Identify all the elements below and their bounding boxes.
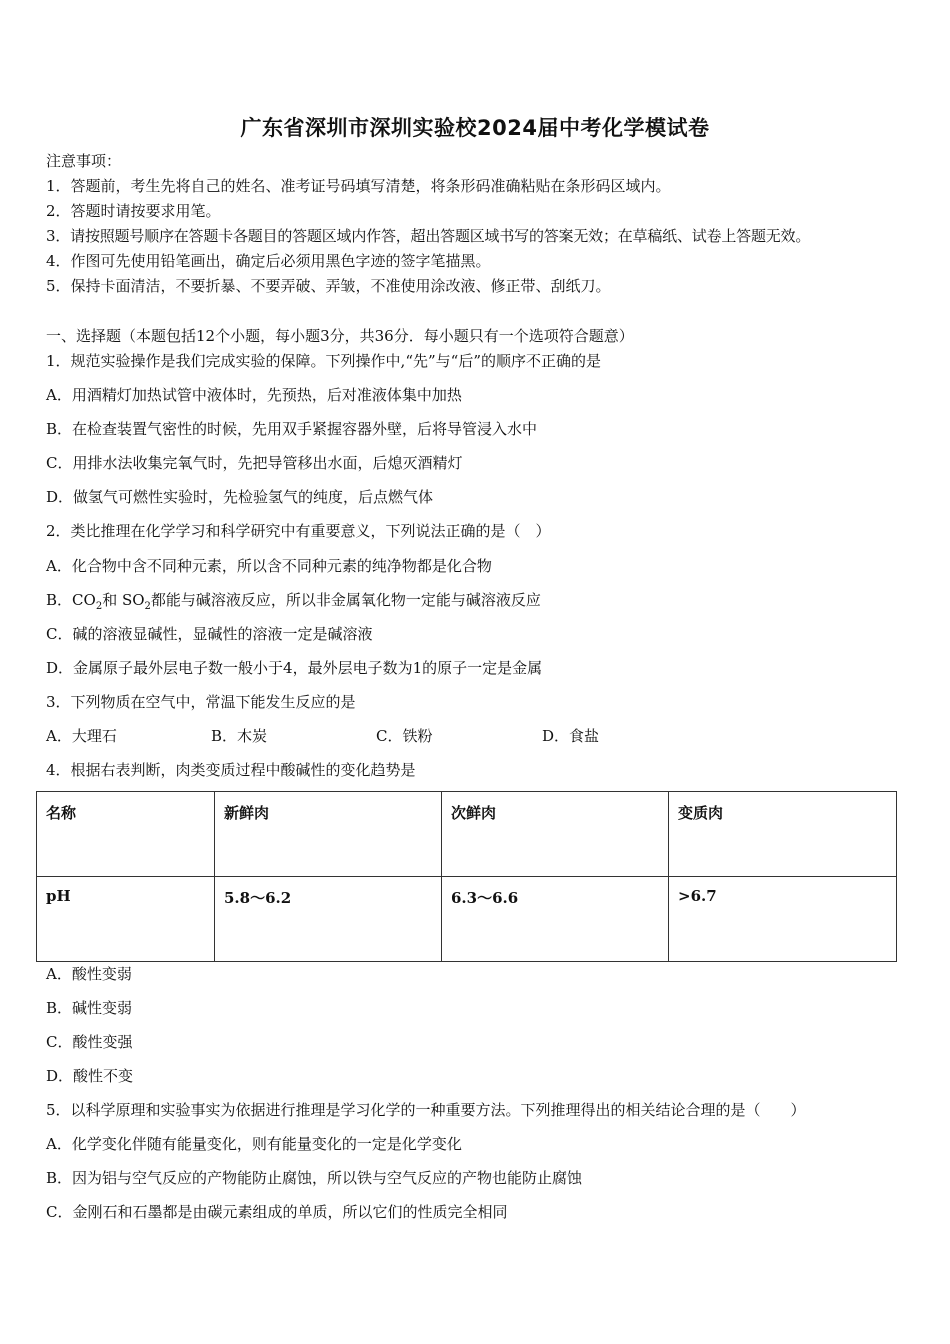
question-4-stem: 4．根据右表判断，肉类变质过程中酸碱性的变化趋势是	[46, 761, 416, 779]
question-5-stem: 5．以科学原理和实验事实为依据进行推理是学习化学的一种重要方法。下列推理得出的相关结论合理的是（ ）	[46, 1101, 806, 1119]
question-4-option-b: B．碱性变弱	[46, 999, 133, 1017]
notice-item: 3．请按照题号顺序在答题卡各题目的答题区域内作答，超出答题区域书写的答案无效；在草稿纸、试卷上答题无效。	[46, 227, 811, 245]
table-cell: 变质肉	[669, 792, 897, 877]
option-b-prefix: B．CO	[46, 591, 96, 609]
question-2-stem: 2．类比推理在化学学习和科学研究中有重要意义，下列说法正确的是（ ）	[46, 522, 551, 540]
question-3-option-b: B．木炭	[211, 727, 268, 745]
option-b-suffix: 都能与碱溶液反应，所以非金属氧化物一定能与碱溶液反应	[150, 591, 541, 609]
table-row	[37, 877, 897, 962]
page-title: 广东省深圳市深圳实验校2024届中考化学模试卷	[240, 116, 710, 140]
subscript: 2	[95, 601, 103, 612]
question-5-option-b: B．因为铝与空气反应的产物能防止腐蚀，所以铁与空气反应的产物也能防止腐蚀	[46, 1169, 583, 1187]
subscript: 2	[144, 601, 151, 612]
table-cell: >6.7	[669, 877, 897, 962]
notice-item: 2．答题时请按要求用笔。	[46, 202, 221, 220]
table-cell: 次鲜肉	[442, 792, 669, 877]
question-5-option-c: C．金刚石和石墨都是由碳元素组成的单质，所以它们的性质完全相同	[46, 1203, 508, 1221]
ph-table	[36, 791, 897, 962]
question-4-option-d: D．酸性不变	[46, 1067, 134, 1085]
question-2-option-b	[46, 590, 541, 617]
question-3-option-c: C．铁粉	[376, 727, 433, 745]
question-1-option-c: C．用排水法收集完氧气时，先把导管移出水面，后熄灭酒精灯	[46, 454, 463, 472]
table-cell: pH	[37, 877, 215, 962]
question-1-option-a: A．用酒精灯加热试管中液体时，先预热，后对准液体集中加热	[46, 386, 462, 404]
question-5-option-a: A．化学变化伴随有能量变化，则有能量变化的一定是化学变化	[46, 1135, 462, 1153]
question-1-option-d: D．做氢气可燃性实验时，先检验氢气的纯度，后点燃气体	[46, 488, 434, 506]
question-1-option-b: B．在检查装置气密性的时候，先用双手紧握容器外壁，后将导管浸入水中	[46, 420, 538, 438]
notice-item: 4．作图可先使用铅笔画出，确定后必须用黑色字迹的签字笔描黑。	[46, 252, 491, 270]
table-cell: 名称	[37, 792, 215, 877]
table-cell: 6.3～6.6	[442, 877, 669, 962]
question-2-option-d: D．金属原子最外层电子数一般小于4，最外层电子数为1的原子一定是金属	[46, 659, 543, 677]
question-4-option-a: A．酸性变弱	[46, 965, 132, 983]
question-3-option-a: A．大理石	[46, 727, 117, 745]
question-1-stem: 1．规范实验操作是我们完成实验的保障。下列操作中,“先”与“后”的顺序不正确的是	[46, 352, 601, 370]
table-cell: 5.8～6.2	[215, 877, 442, 962]
question-2-option-c: C．碱的溶液显碱性，显碱性的溶液一定是碱溶液	[46, 625, 373, 643]
question-3-stem: 3．下列物质在空气中，常温下能发生反应的是	[46, 693, 356, 711]
notice-item: 5．保持卡面清洁，不要折暴、不要弄破、弄皱，不准使用涂改液、修正带、刮纸刀。	[46, 277, 611, 295]
question-4-option-c: C．酸性变强	[46, 1033, 133, 1051]
question-2-option-a: A．化合物中含不同种元素，所以含不同种元素的纯净物都是化合物	[46, 557, 492, 575]
question-3-option-d: D．食盐	[542, 727, 600, 745]
notice-item: 1．答题前，考生先将自己的姓名、准考证号码填写清楚，将条形码准确粘贴在条形码区域内。	[46, 177, 671, 195]
table-header-row	[37, 792, 897, 877]
notice-heading: 注意事项：	[46, 152, 122, 170]
table-cell: 新鲜肉	[215, 792, 442, 877]
section-heading: 一、选择题（本题包括12个小题，每小题3分，共36分．每小题只有一个选项符合题意）	[46, 327, 634, 345]
option-b-mid: 和 SO	[102, 591, 145, 609]
